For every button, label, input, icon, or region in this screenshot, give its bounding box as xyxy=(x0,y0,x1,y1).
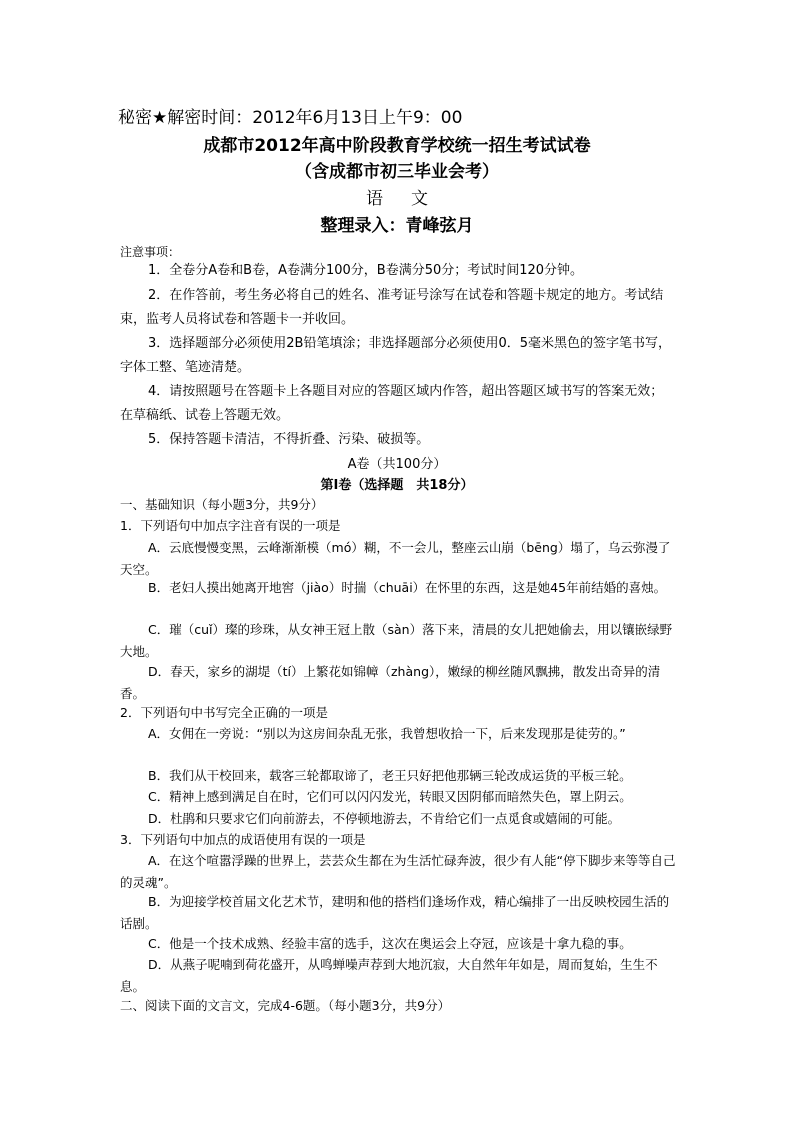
question-option: D．春天，家乡的湖堤（tí）上繁花如锦幛（zhàng），嫩绿的柳丝随风飘拂，散发出奇异的清香。 xyxy=(120,664,661,701)
subject-title: 语文 xyxy=(366,189,456,209)
note-item: 3．选择题部分必须使用2B铅笔填涂；非选择题部分必须使用0．5毫米黑色的签字笔书写，字体工整、笔迹清楚。 xyxy=(120,336,672,375)
question-stem: 2．下列语句中书写完全正确的一项是 xyxy=(120,705,328,720)
question-option: D．杜鹃和只要求它们向前游去，不停顿地游去，不肯给它们一点觅食或嬉闹的可能。 xyxy=(148,811,621,826)
note-item: 2．在作答前，考生务必将自己的姓名、准考证号涂写在试卷和答题卡规定的地方。考试结束，监考人员将试卷和答题卡一并收回。 xyxy=(120,288,664,327)
section1-heading: 一、基础知识（每小题3分，共9分） xyxy=(120,497,324,512)
exam-subtitle: （含成都市初三毕业会考） xyxy=(295,162,499,182)
question-option: D．从燕子呢喃到荷花盛开，从鸣蝉噪声荐到大地沉寂，大自然年年如是，周而复始，生生不息。 xyxy=(120,957,658,994)
question-option: C．精神上感到满足自在时，它们可以闪闪发光，转眼又因阴郁而暗然失色，罩上阴云。 xyxy=(148,789,632,804)
notes-heading: 注意事项： xyxy=(120,245,181,259)
exam-title: 成都市2012年高中阶段教育学校统一招生考试试卷 xyxy=(203,136,591,156)
note-item: 4．请按照题号在答题卡上各题目对应的答题区域内作答，超出答题区域书写的答案无效；在草稿纸、试卷上答题无效。 xyxy=(120,384,664,423)
section2-heading: 二、阅读下面的文言文，完成4-6题。（每小题3分，共9分） xyxy=(120,998,451,1013)
question-option: B．为迎接学校首届文化艺术节，建明和他的搭档们逢场作戏，精心编排了一出反映校园生活的话剧。 xyxy=(120,894,670,931)
question-option: A．女佣在一旁说：“别以为这房间杂乱无张，我曾想收拾一下，后来发现那是徒劳的。” xyxy=(148,726,626,741)
question-stem: 1．下列语句中加点字注音有误的一项是 xyxy=(120,518,341,533)
question-option: B．我们从干校回来，载客三轮都取谛了，老王只好把他那辆三轮改成运货的平板三轮。 xyxy=(148,768,632,783)
question-option: C．他是一个技术成熟、经验丰富的选手，这次在奥运会上夺冠，应该是十拿九稳的事。 xyxy=(148,936,632,951)
part1-title: 第Ⅰ卷（选择题 共18分） xyxy=(320,478,474,493)
question-option: A．云底慢慢变黑，云峰渐渐模（mó）糊，不一会儿，整座云山崩（bēng）塌了，乌云弥漫了天空。 xyxy=(120,540,671,577)
compiler-credit: 整理录入：青峰弦月 xyxy=(320,216,474,236)
note-item: 5．保持答题卡清洁，不得折叠、污染、破损等。 xyxy=(148,432,430,447)
secret-timestamp: 秘密★解密时间：2012年6月13日上午9：00 xyxy=(118,108,463,128)
question-option: A．在这个喧嚣浮躁的世界上，芸芸众生都在为生活忙碌奔波，很少有人能“停下脚步来等等自己的灵魂”。 xyxy=(120,853,676,890)
note-item: 1．全卷分A卷和B卷，A卷满分100分，B卷满分50分；考试时间120分钟。 xyxy=(148,263,584,278)
question-stem: 3．下列语句中加点的成语使用有误的一项是 xyxy=(120,832,366,847)
volume-a-title: A卷（共100分） xyxy=(347,457,447,472)
question-option: C．璀（cuǐ）璨的珍珠，从女神王冠上散（sàn）落下来，清晨的女儿把她偷去，用以镶嵌绿野大地。 xyxy=(120,622,673,659)
question-option: B．老妇人摸出她离开地窖（jiào）时揣（chuāi）在怀里的东西，这是她45年前结婚的喜烛。 xyxy=(148,580,667,595)
